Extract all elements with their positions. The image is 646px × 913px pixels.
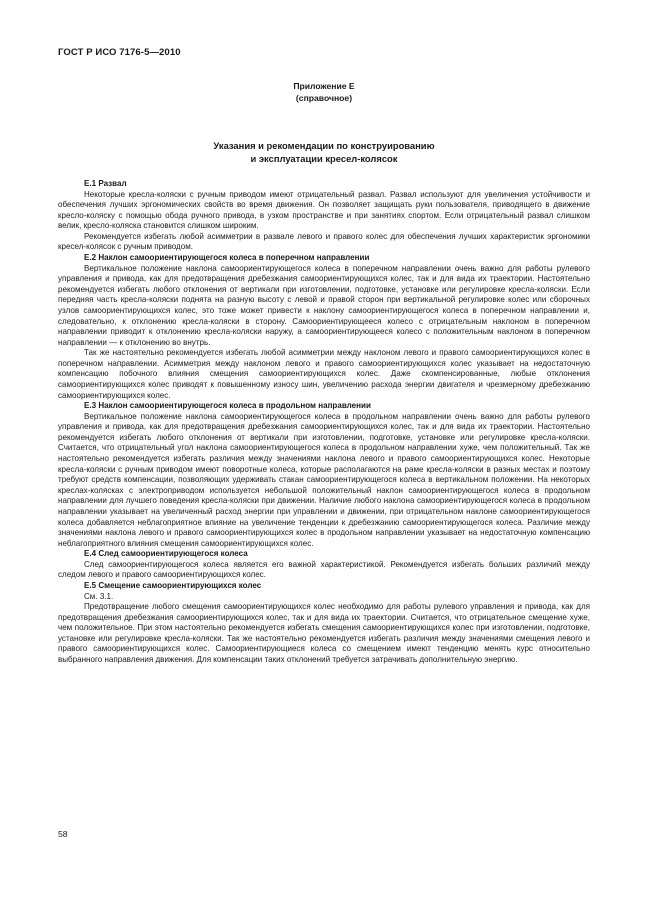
annex-title-line-1: Указания и рекомендации по конструированию bbox=[213, 140, 435, 151]
annex-title bbox=[58, 140, 590, 165]
section-e2-paragraph-2: Так же настоятельно рекомендуется избегать любой асимметрии между наклоном левого и правого самоориентирующихся колес в поперечном направлении. Асимметрия между наклоном левого и правого самоориентирующихся колес указывает на недостаточную компенсацию побочного влияния смещения самоориентирующихся колес. Даже скомпенсированные, любые отклонения самоориентирующихся колес приводят к повышенному износу шин, увеличению расхода энергии двигателя и чрезмерному дребезжанию самоориентирующихся колес. bbox=[58, 348, 590, 400]
section-e4-paragraph-1: След самоориентирующегося колеса является его важной характеристикой. Рекомендуется избегать больших различий между следом левого и правого самоориентирующихся колес. bbox=[58, 559, 590, 580]
section-e5-paragraph-1: См. 3.1. bbox=[84, 591, 114, 601]
standard-designation: ГОСТ Р ИСО 7176-5—2010 bbox=[58, 47, 181, 58]
section-e4-heading: Е.4 След самоориентирующегося колеса bbox=[84, 549, 248, 559]
section-e1-paragraph-2: Рекомендуется избегать любой асимметрии в развале левого и правого колес для обеспечения лучших характеристик эргономики кресел-колясок с ручным приводом. bbox=[58, 231, 590, 252]
section-e5-paragraph-2: Предотвращение любого смещения самоориентирующихся колес необходимо для работы рулевого управления и привода, как для предотвращения дребезжания самоориентирующихся колес, так и для вида их траектории. Считается, что отрицательное смещение хуже, чем положительное. При этом настоятельно рекомендуется избегать смещения самоориентирующихся колес при изготовлении, подготовке, установке или регулировке кресла-коляски. Так же настоятельно рекомендуется избегать различия между значениями смещения левого и правого самоориентирующихся колес. Самоориентирующиеся колеса со смещением имеют тенденцию менять курс относительно выбранного направления движения. Для компенсации таких отклонений требуется затрачивать дополнительную энергию. bbox=[58, 602, 590, 665]
section-e5-heading: Е.5 Смещение самоориентирующихся колес bbox=[84, 580, 262, 590]
section-e1-paragraph-1: Некоторые кресла-коляски с ручным приводом имеют отрицательный развал. Развал используют для увеличения устойчивости и обеспечения лучших эргономических свойств во время движения. Он позволяет защищать руки пользователя, приводящего в движение кресло-коляску с помощью обода ручного привода, в узком пространстве и при занятиях спортом. Если отрицательный развал слишком велик, кресло-коляска становится слишком широким. bbox=[58, 189, 590, 231]
section-e3-paragraph-1: Вертикальное положение наклона самоориентирующегося колеса в продольном направлении очень важно для работы рулевого управления и привода, как для предотвращения дребезжания самоориентирующихся колес, так и для вида их траектории. Настоятельно рекомендуется избегать любого отклонения от вертикали при изготовлении, подготовке, установке или регулировке кресла-коляски. Считается, что отрицательный угол наклона самоориентирующегося колеса в продольном направлении хуже, чем положительный. Так же настоятельно рекомендуется избегать различия между значениями наклона левого и правого самоориентирующихся колес. Некоторые кресла-коляски с ручным приводом имеют поворотные колеса, которые располагаются на раме кресла-коляски в разных местах и поэтому требуют средств компенсации, позволяющих удерживать стакан самоориентирующегося колеса в вертикальном положении. На некоторых креслах-колясках с электроприводом используется небольшой положительный наклон самоориентирующегося колеса в продольном направлении для лучшего поведения кресла-коляски при движении. Наличие любого наклона самоориентирующегося колеса в продольном направлении указывает на увеличенный расход энергии при управлении и движении, при отрицательном наклоне самоориентирующегося колеса добавляется неблагоприятное влияние на увеличение тенденции к дребезжанию самоориентирующегося колеса. Различие между значениями наклона левого и правого самоориентирующихся колес в продольном направлении указывает на недостаточную компенсацию неблагоприятного влияния смещения самоориентирующихся колес. bbox=[58, 411, 590, 548]
annex-kind: (справочное) bbox=[295, 92, 353, 103]
page-number: 58 bbox=[58, 829, 68, 839]
section-e3-heading: Е.3 Наклон самоориентирующегося колеса в продольном направлении bbox=[84, 401, 371, 411]
section-e2-heading: Е.2 Наклон самоориентирующегося колеса в поперечном направлении bbox=[84, 253, 370, 263]
annex-heading bbox=[58, 81, 590, 105]
document-page bbox=[58, 0, 590, 913]
annex-label: Приложение Е bbox=[293, 81, 355, 91]
section-e1-heading: Е.1 Развал bbox=[84, 179, 127, 188]
document-body bbox=[58, 179, 590, 666]
annex-title-line-2: и эксплуатации кресел-колясок bbox=[250, 152, 398, 164]
section-e2-paragraph-1: Вертикальное положение наклона самоориентирующегося колеса в поперечном направлении очень важно для работы рулевого управления и привода, как для предотвращения дребезжания самоориентирующихся колес, так и для вида их траектории. Настоятельно рекомендуется избегать любого отклонения от вертикали при изготовлении, подготовке, установке или регулировке кресла-коляски. Если передняя часть кресла-коляски поднята на разную высоту с левой и правой сторон при вертикальной регулировке колес или сборочных узлов самоориентирующихся колес, это тоже может привести к наклону самоориентирующегося колеса в поперечном направлении и, следовательно, к отклонению кресла-коляски в сторону. Самоориентирующееся колесо с отрицательным наклоном в поперечном направлении приводит к отклонению кресла-коляски наружу, а самоориентирующееся колесо с положительным наклоном в поперечном направлении — к отклонению во внутрь. bbox=[58, 263, 590, 347]
